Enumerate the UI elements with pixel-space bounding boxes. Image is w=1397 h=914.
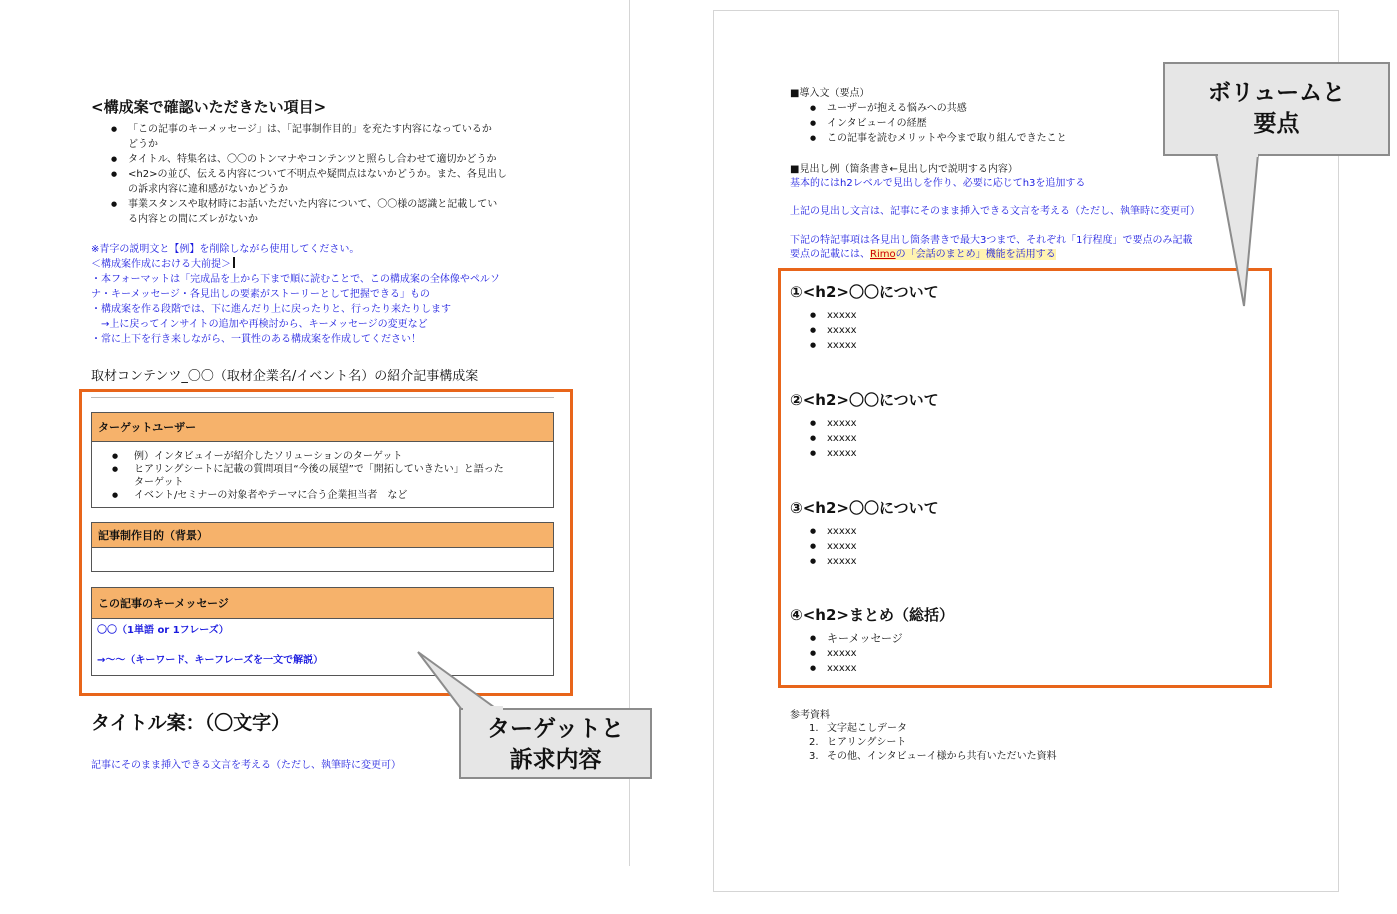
list-item: ● xxxxx: [790, 308, 857, 323]
purpose-table: [91, 522, 554, 572]
target-appeal-callout: [459, 708, 652, 779]
note-line: ※青字の説明文と【例】を削除しながら使用してください。: [91, 244, 360, 255]
section-heading: ②<h2>〇〇について: [790, 391, 939, 409]
section-heading: ①<h2>〇〇について: [790, 283, 939, 301]
list-item: ● 例）インタビュイーが紹介したソリューションのターゲット: [92, 450, 553, 463]
list-item: ● この記事を読むメリットや今まで取り組んできたこと: [790, 131, 1067, 146]
note-line: ＜構成案作成における大前提＞: [91, 257, 500, 272]
key-message-header: この記事のキーメッセージ: [92, 588, 553, 619]
divider: [91, 397, 554, 398]
intro-list: [790, 101, 1067, 146]
list-item: ● キーメッセージ: [790, 631, 903, 646]
section-list: [790, 308, 857, 353]
instruction-notes: [91, 242, 500, 347]
document-title: 取材コンテンツ_〇〇（取材企業名/イベント名）の紹介記事構成案: [91, 369, 479, 384]
note-line: ナ・キーメッセージ・各見出しの要素がストーリーとして把握できる」もの: [91, 289, 430, 300]
list-item: ● インタビューイの経歴: [790, 116, 1067, 131]
callout-joint: [1218, 152, 1258, 157]
list-item: 3. その他、インタビューイ様から共有いただいた資料: [809, 751, 1057, 762]
list-item: ● イベント/セミナーの対象者やテーマに合う企業担当者 など: [92, 489, 553, 502]
key-message-line: 〇〇（1単語 or 1フレーズ）: [97, 625, 229, 636]
list-item: ● xxxxx: [790, 646, 903, 661]
list-item: ● 「この記事のキーメッセージ」は、「記事制作目的」を充たす内容になっているか: [91, 122, 507, 137]
target-user-header: ターゲットユーザー: [92, 413, 553, 442]
list-item: ● xxxxx: [790, 338, 857, 353]
title-plan-heading: タイトル案：（〇文字）: [91, 712, 291, 734]
blue-note: 基本的にはh2レベルで見出しを作り、必要に応じてh3を追加する: [790, 178, 1086, 189]
target-user-list: [92, 450, 553, 502]
list-item: ● 事業スタンスや取材時にお話いただいた内容について、〇〇様の認識と記載してい: [91, 197, 507, 212]
section-list: [790, 524, 857, 569]
section-heading: ④<h2>まとめ（総括）: [790, 606, 954, 624]
purpose-header: 記事制作目的（背景）: [92, 523, 553, 548]
intro-heading: ■導入文（要点）: [790, 88, 870, 99]
heading-example-label: ■見出し例（箇条書き←見出し内で説明する内容）: [790, 164, 1018, 175]
list-item: ● xxxxx: [790, 431, 857, 446]
note-line: ・構成案を作る段階では、下に進んだり上に戻ったりと、行ったり来たりします: [91, 304, 451, 315]
references-heading: 参考資料: [790, 710, 830, 721]
key-message-explanation: →〜〜（キーワード、キーフレーズを一文で解説）: [97, 655, 324, 666]
section-list: [790, 416, 857, 461]
section-heading: ③<h2>〇〇について: [790, 499, 939, 517]
list-item: ● <h2>の並び、伝える内容について不明点や疑問点はないかどうか。また、各見出し: [91, 167, 507, 182]
references-list: [790, 722, 1057, 764]
blue-note: 下記の特記事項は各見出し箇条書きで最大3つまで、それぞれ「1行程度」で要点のみ記載: [790, 235, 1193, 246]
callout-line: 要点: [1253, 111, 1300, 137]
list-item-continuation: どうか: [128, 139, 158, 150]
note-line: →上に戻ってインサイトの追加や再検討から、キーメッセージの変更など: [91, 319, 428, 330]
list-item: ● ヒアリングシートに記載の質問項目“今後の展望”で「開拓していきたい」と語った: [92, 463, 553, 476]
rimo-link[interactable]: Rimo: [870, 249, 896, 260]
list-item-continuation: ターゲット: [134, 477, 184, 488]
list-item-continuation: の訴求内容に違和感がないかどうか: [128, 184, 288, 195]
list-item: ● xxxxx: [790, 661, 903, 676]
rimo-note: 要点の記載には、Rimoの「会話のまとめ」機能を活用する: [790, 249, 1056, 260]
callout-line: ボリュームと: [1207, 80, 1346, 106]
note-line: ・本フォーマットは「完成品を上から下まで順に読むことで、この構成案の全体像やペルソ: [91, 274, 500, 285]
note-line: ・常に上下を行き来しながら、一貫性のある構成案を作成してください！: [91, 334, 421, 345]
blue-note: 上記の見出し文言は、記事にそのまま挿入できる文言を考える（ただし、執筆時に変更可）: [790, 206, 1200, 217]
title-plan-note: 記事にそのまま挿入できる文言を考える（ただし、執筆時に変更可）: [91, 760, 401, 771]
callout-line: ターゲットと: [486, 716, 625, 742]
target-user-table: [91, 412, 554, 508]
list-item: ● xxxxx: [790, 416, 857, 431]
text-cursor: [233, 257, 235, 268]
list-item: ● xxxxx: [790, 524, 857, 539]
list-item: ● タイトル、特集名は、〇〇のトンマナやコンテンツと照らし合わせて適切かどうか: [91, 152, 507, 167]
list-item: ● xxxxx: [790, 446, 857, 461]
list-item: 2. ヒアリングシート: [809, 737, 907, 748]
list-item: ● xxxxx: [790, 323, 857, 338]
list-item-continuation: る内容との間にズレがないか: [128, 214, 258, 225]
callout-line: 訴求内容: [509, 747, 602, 773]
review-items-list: [91, 122, 507, 227]
volume-points-callout: [1163, 62, 1390, 156]
review-items-heading: <構成案で確認いただきたい項目>: [91, 98, 327, 116]
list-item: ● xxxxx: [790, 539, 857, 554]
list-item: ● xxxxx: [790, 554, 857, 569]
section-list: [790, 631, 903, 676]
list-item: 1. 文字起こしデータ: [809, 723, 907, 734]
callout-pointer: [1200, 150, 1270, 315]
list-item: ● ユーザーが抱える悩みへの共感: [790, 101, 1067, 116]
callout-joint: [463, 706, 503, 710]
purpose-body: [92, 548, 553, 571]
